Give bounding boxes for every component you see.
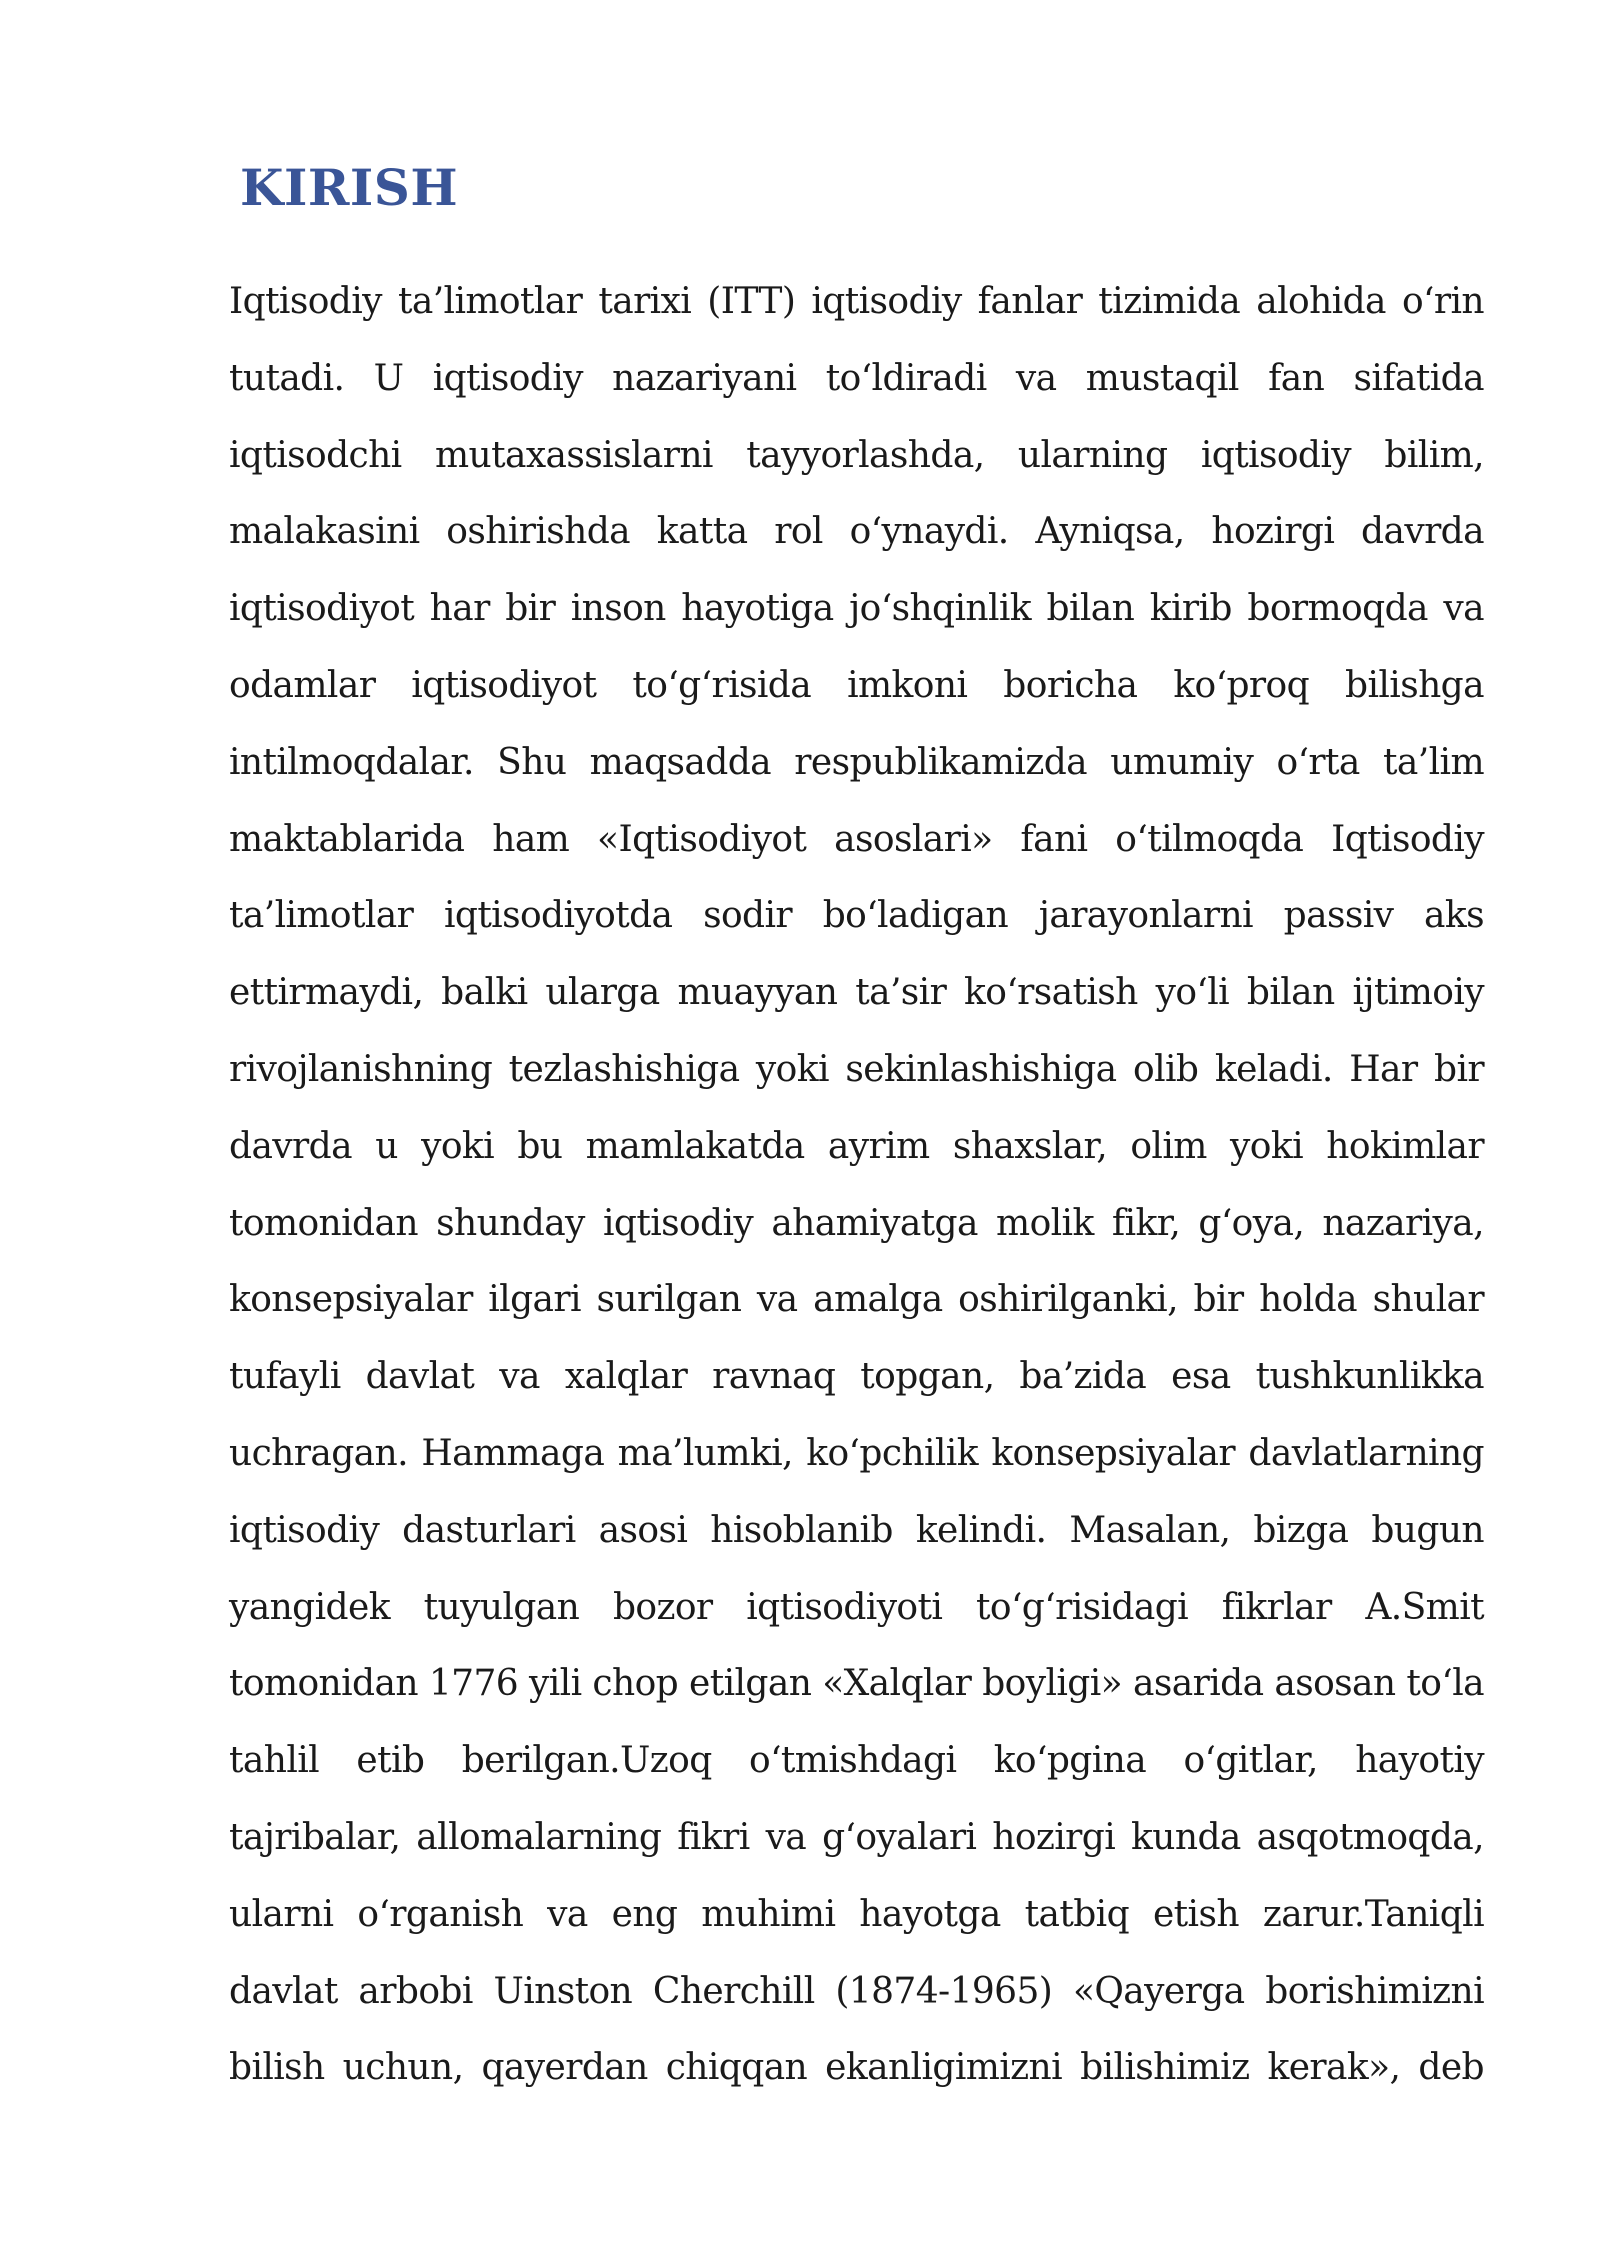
section-heading: KIRISH	[240, 158, 459, 217]
body-paragraph: Iqtisodiy ta’limotlar tarixi (ITT) iqtisodiy fanlar tizimida alohida o‘rin tutadi. U iqtisodiy nazariyani to‘ldiradi va mustaqil fan sifatida iqtisodchi mutaxassislarni tayyorlashda, ularning iqtisodiy bilim, malakasini oshirishda katta rol o‘ynaydi. Ayniqsa, hozirgi davrda iqtisodiyot har bir inson hayotiga jo‘shqinlik bilan kirib bormoqda va odamlar iqtisodiyot to‘g‘risida imkoni boricha ko‘proq bilishga intilmoqdalar. Shu maqsadda respublikamizda umumiy o‘rta ta’lim maktablarida ham «Iqtisodiyot asoslari» fani o‘tilmoqda Iqtisodiy ta’limotlar iqtisodiyotda sodir bo‘ladigan jarayonlarni passiv aks ettirmaydi, balki ularga muayyan ta’sir ko‘rsatish yo‘li bilan ijtimoiy rivojlanishning tezlashishiga yoki sekinlashishiga olib keladi. Har bir davrda u yoki bu mamlakatda ayrim shaxslar, olim yoki hokimlar tomonidan shunday iqtisodiy ahamiyatga molik fikr, g‘oya, nazariya, konsepsiyalar ilgari surilgan va amalga oshirilganki, bir holda shular tufayli davlat va xalqlar ravnaq topgan, ba’zida esa tushkunlikka uchragan. Hammaga ma’lumki, ko‘pchilik konsepsiyalar davlatlarning iqtisodiy dasturlari asosi hisoblanib kelindi. Masalan, bizga bugun yangidek tuyulgan bozor iqtisodiyoti to‘g‘risidagi fikrlar A.Smit tomonidan 1776 yili chop etilgan «Xalqlar boyligi» asarida asosan to‘la tahlil etib berilgan.Uzoq o‘tmishdagi ko‘pgina o‘gitlar, hayotiy tajribalar, allomalarning fikri va g‘oyalari hozirgi kunda asqotmoqda, ularni o‘rganish va eng muhimi hayotga tatbiq etish zarur.Taniqli davlat arbobi Uinston Cherchill (1874-1965) «Qayerga borishimizni bilish uchun, qayerdan chiqqan ekanligimizni bilishimiz kerak», deb	[229, 281, 1484, 2089]
